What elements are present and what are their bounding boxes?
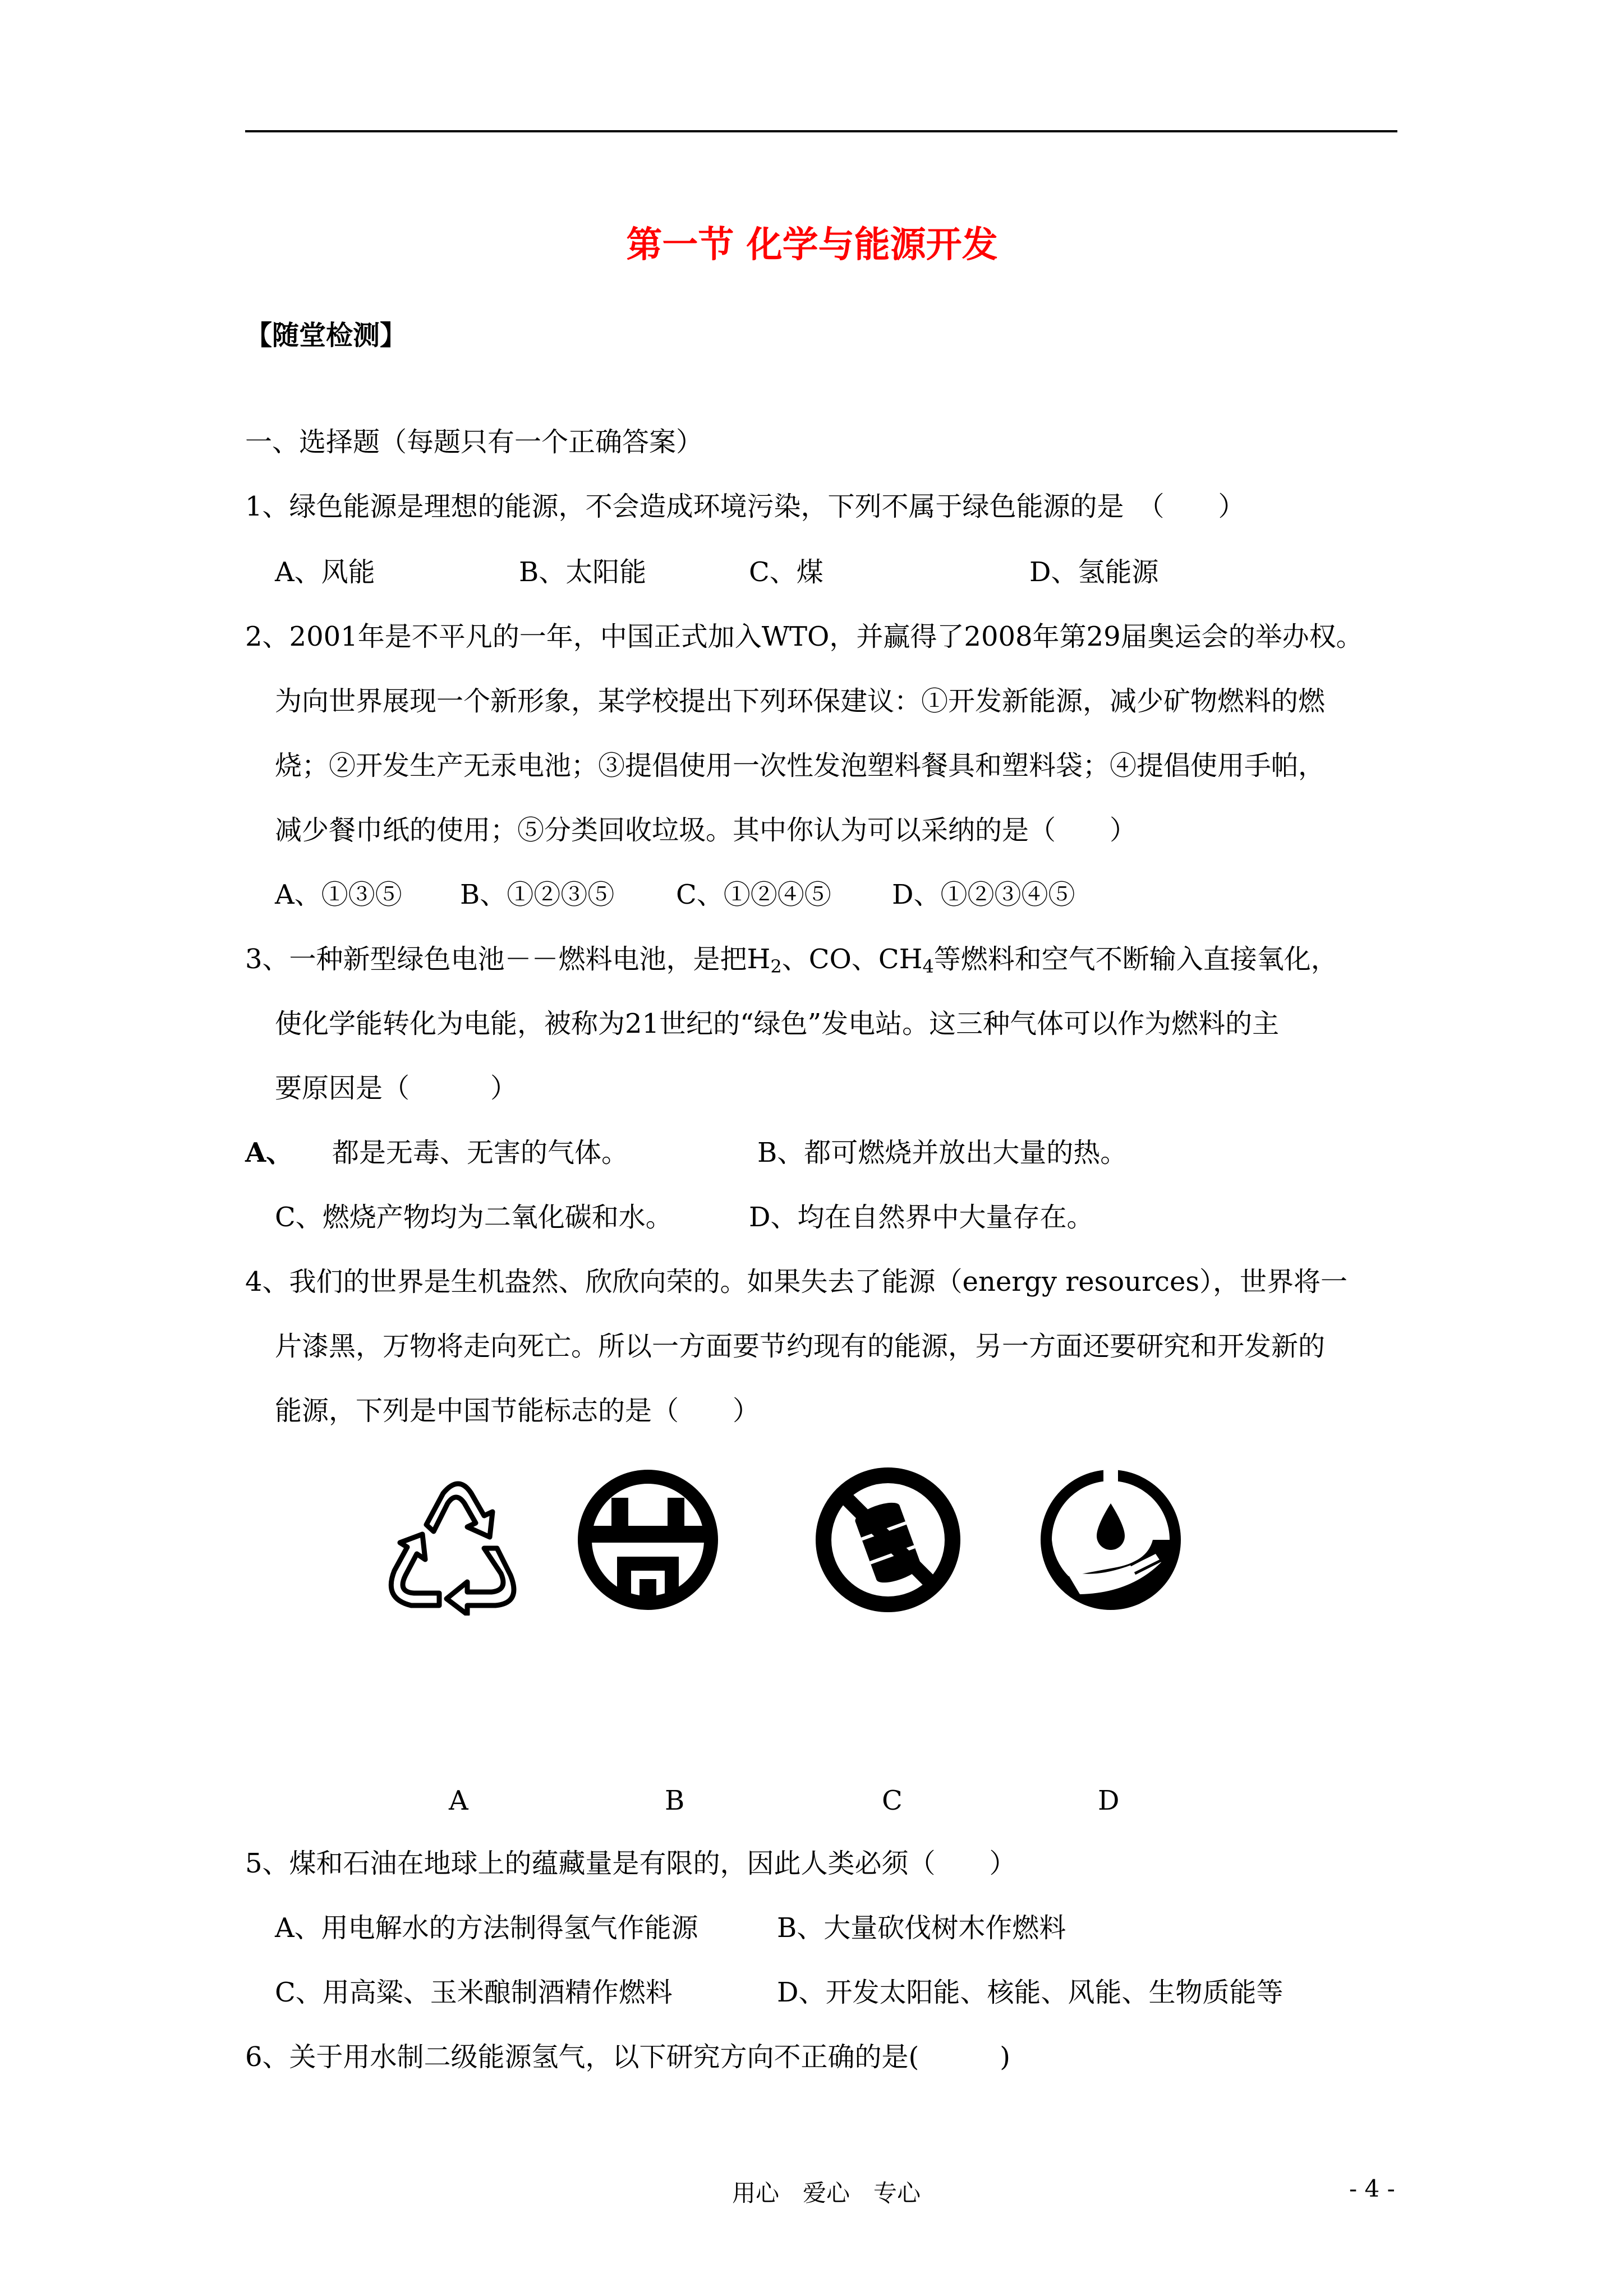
water-saving-icon bbox=[1035, 1464, 1186, 1616]
q3-option-b: B、都可燃烧并放出大量的热。 bbox=[757, 1137, 1128, 1168]
q3-line-1: 3、一种新型绿色电池－－燃料电池，是把$H_2$、CO、$CH_4$等燃料和空气不断输入直接氧化， bbox=[245, 944, 1338, 977]
part-heading: 一、选择题（每题只有一个正确答案） bbox=[245, 426, 703, 458]
q5-option-c: C、用高粱、玉米酿制酒精作燃料 bbox=[275, 1977, 673, 2008]
q5-option-a: A、用电解水的方法制得氢气作能源 bbox=[275, 1912, 698, 1944]
q4-label-d: D bbox=[1098, 1785, 1120, 1816]
q2-option-d: D、①②③④⑤ bbox=[892, 879, 1075, 910]
q3-option-a: 都是无毒、无害的气体。 bbox=[332, 1137, 629, 1168]
q3-option-d: D、均在自然界中大量存在。 bbox=[749, 1202, 1094, 1233]
recycle-icon bbox=[380, 1464, 532, 1616]
q5-stem: 5、煤和石油在地球上的蕴藏量是有限的，因此人类必须（ ） bbox=[245, 1848, 1016, 1879]
q1-stem: 1、绿色能源是理想的能源，不会造成环境污染，下列不属于绿色能源的是 （ ） bbox=[245, 491, 1245, 522]
q2-line-1: 2、2001年是不平凡的一年，中国正式加入WTO，并赢得了2008年第29届奥运会的举办权。 bbox=[245, 621, 1363, 652]
q6-stem: 6、关于用水制二级能源氢气，以下研究方向不正确的是( ) bbox=[245, 2041, 1010, 2073]
q3-line-3: 要原因是（ ） bbox=[275, 1073, 518, 1104]
q1-option-d: D、氢能源 bbox=[1029, 556, 1159, 588]
q5-option-d: D、开发太阳能、核能、风能、生物质能等 bbox=[777, 1977, 1283, 2008]
q3-option-a-label: A、 bbox=[245, 1137, 293, 1168]
footer-motto: 用心 爱心 专心 bbox=[732, 2179, 921, 2207]
q2-option-a: A、①③⑤ bbox=[275, 879, 402, 910]
q3-option-c: C、燃烧产物均为二氧化碳和水。 bbox=[275, 1202, 673, 1233]
no-oil-barrel-icon bbox=[812, 1464, 964, 1616]
energy-saving-icon bbox=[572, 1464, 724, 1616]
q4-label-b: B bbox=[665, 1785, 685, 1816]
subscript: 4 bbox=[922, 956, 934, 977]
q1-option-b: B、太阳能 bbox=[519, 556, 647, 588]
page-number: - 4 - bbox=[1349, 2175, 1395, 2202]
q3-line-2: 使化学能转化为电能，被称为21世纪的“绿色”发电站。这三种气体可以作为燃料的主 bbox=[275, 1008, 1280, 1039]
q2-option-b: B、①②③⑤ bbox=[460, 879, 615, 910]
q4-line-3: 能源，下列是中国节能标志的是（ ） bbox=[275, 1395, 760, 1427]
section-label: 【随堂检测】 bbox=[245, 320, 407, 351]
q1-option-c: C、煤 bbox=[749, 556, 823, 588]
q5-option-b: B、大量砍伐树木作燃料 bbox=[777, 1912, 1066, 1944]
q2-line-4: 减少餐巾纸的使用；⑤分类回收垃圾。其中你认为可以采纳的是（ ） bbox=[275, 815, 1137, 846]
q4-label-a: A bbox=[449, 1785, 468, 1816]
q4-line-2: 片漆黑，万物将走向死亡。所以一方面要节约现有的能源，另一方面还要研究和开发新的 bbox=[275, 1331, 1326, 1362]
q4-label-c: C bbox=[882, 1785, 903, 1816]
q1-option-a: A、风能 bbox=[275, 556, 375, 588]
q2-line-3: 烧；②开发生产无汞电池；③提倡使用一次性发泡塑料餐具和塑料袋；④提倡使用手帕， bbox=[275, 750, 1326, 781]
q2-line-2: 为向世界展现一个新形象，某学校提出下列环保建议：①开发新能源，减少矿物燃料的燃 bbox=[275, 685, 1326, 717]
page-title: 第一节 化学与能源开发 bbox=[626, 224, 998, 266]
header-rule bbox=[245, 130, 1397, 132]
subscript: 2 bbox=[770, 956, 782, 977]
q2-option-c: C、①②④⑤ bbox=[676, 879, 831, 910]
q4-line-1: 4、我们的世界是生机盎然、欣欣向荣的。如果失去了能源（energy resources），世界将一 bbox=[245, 1266, 1347, 1297]
